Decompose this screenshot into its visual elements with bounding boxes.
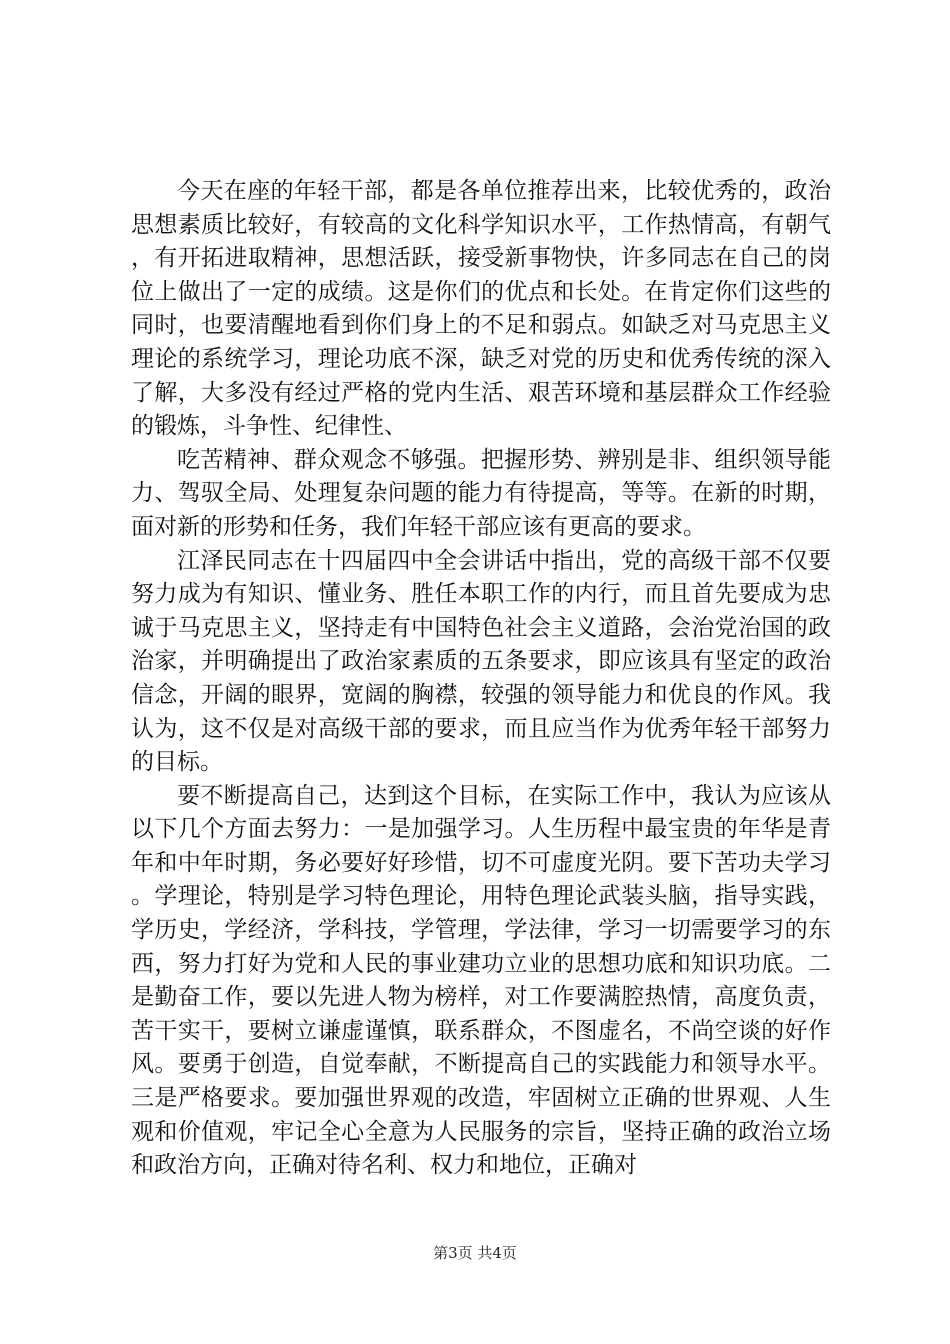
paragraph-3: 江泽民同志在十四届四中全会讲话中指出，党的高级干部不仅要努力成为有知识、懂业务、胜任本职工作的内行，而且首先要成为忠诚于马克思主义，坚持走有中国特色社会主义道路，会治党治国的政治家，并明确提出了政治家素质的五条要求，即应该具有坚定的政治信念，开阔的眼界，宽阔的胸襟，较强的领导能力和优良的作风。我认为，这不仅是对高级干部的要求，而且应当作为优秀年轻干部努力的目标。	[131, 547, 831, 776]
paragraph-4: 要不断提高自己，达到这个目标，在实际工作中，我认为应该从以下几个方面去努力：一是加强学习。人生历程中最宝贵的年华是青年和中年时期，务必要好好珍惜，切不可虚度光阴。要下苦功夫学习。学理论，特别是学习特色理论，用特色理论武装头脑，指导实践，学历史，学经济，学科技，学管理，学法律，学习一切需要学习的东西，努力打好为党和人民的事业建功立业的思想功底和知识功底。二是勤奋工作，要以先进人物为榜样，对工作要满腔热情，高度负责，苦干实干，要树立谦虚谨慎，联系群众，不图虚名，不尚空谈的好作风。要勇于创造，自觉奉献，不断提高自己的实践能力和领导水平。三是严格要求。要加强世界观的改造，牢固树立正确的世界观、人生观和价值观，牢记全心全意为人民服务的宗旨，坚持正确的政治立场和政治方向，正确对待名利、权力和地位，正确对	[131, 782, 831, 1179]
paragraph-1: 今天在座的年轻干部，都是各单位推荐出来，比较优秀的，政治思想素质比较好，有较高的文化科学知识水平，工作热情高，有朝气，有开拓进取精神，思想活跃，接受新事物快，许多同志在自己的岗位上做出了一定的成绩。这是你们的优点和长处。在肯定你们这些的同时，也要清醒地看到你们身上的不足和弱点。如缺乏对马克思主义理论的系统学习，理论功底不深，缺乏对党的历史和优秀传统的深入了解，大多没有经过严格的党内生活、艰苦环境和基层群众工作经验的锻炼，斗争性、纪律性、	[131, 178, 831, 440]
document-body	[131, 175, 831, 1183]
page-number-footer: 第3页 共4页	[433, 1244, 517, 1262]
paragraph-2: 吃苦精神、群众观念不够强。把握形势、辨别是非、组织领导能力、驾驭全局、处理复杂问题的能力有待提高，等等。在新的时期，面对新的形势和任务，我们年轻干部应该有更高的要求。	[131, 446, 831, 540]
